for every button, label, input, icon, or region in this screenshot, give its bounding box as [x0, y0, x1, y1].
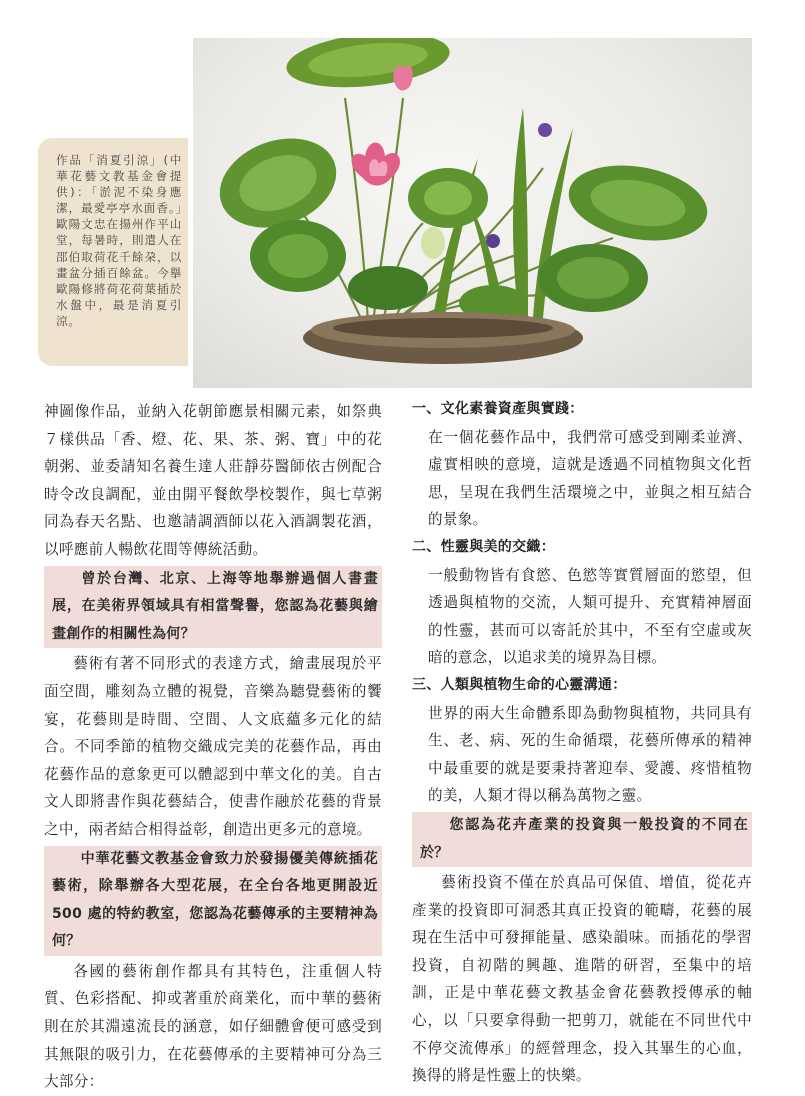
heading-2: 二、性靈與美的交織： — [412, 538, 555, 555]
heading-1: 一、文化素養資產與實踐： — [412, 401, 584, 417]
question-1-text: 曾於台灣、北京、上海等地舉辦過個人書畫展，在美術界領域具有相當聲譽，您認為花藝與繪畫創作的相關性為何？ — [52, 570, 378, 642]
heading-3-body: 世界的兩大生命體系即為動物與植物，共同具有生、老、病、死的生命循環，花藝所傳承的精神中最重要的就是要秉持著迎奉、愛護、疼惜植物的美，人類才得以稱為萬物之靈。 — [428, 704, 752, 805]
lotus-arrangement-illustration — [193, 38, 752, 388]
left-column — [44, 398, 382, 1096]
paragraph-4: 藝術投資不僅在於真品可保值、增值，從花卉產業的投資即可洞悉其真正投資的範疇，花藝的展現在生活中可發揮能量、感染韻味。而插花的學習投資，自初階的興趣、進階的研習，至集中的培訓，正是中華花藝文教基金會花藝教授傳承的軸心，以「只要拿得動一把剪刀，就能在不同世代中不停交流傳承」的經營理念，投入其畢生的心血，換得的將是性靈上的快樂。 — [412, 874, 752, 1085]
paragraph-3: 各國的藝術創作都具有其特色，注重個人特質、色彩搭配、抑或著重於商業化，而中華的藝術則在於其淵遠流長的涵意，如仔細體會便可感受到其無限的吸引力，在花藝傳承的主要精神可分為三大部分： — [44, 962, 382, 1091]
heading-2-body: 一般動物皆有食慾、色慾等實質層面的慾望，但透過與植物的交流，人類可提升、充實精神層面的性靈，甚而可以寄託於其中，不至有空虛或灰暗的意念，以追求美的境界為目標。 — [428, 566, 752, 667]
question-1 — [44, 566, 382, 649]
question-2 — [44, 846, 382, 956]
photo-caption: 作品「消夏引涼」(中華花藝文教基金會提供)：「淤泥不染身應潔，最愛亭亭水面香。」歐陽文忠在揚州作平山堂，每暑時，則遣人在邵伯取荷花千餘朶，以畫盆分插百餘盆。今擧歐陽修將荷花荷葉插於水盤中，最是消夏引涼。 — [56, 153, 182, 328]
lotus-arrangement-photo — [193, 38, 752, 388]
question-3 — [412, 812, 752, 867]
right-column — [412, 396, 752, 1090]
paragraph-2: 藝術有著不同形式的表達方式，繪畫展現於平面空間，雕刻為立體的視覺，音樂為聽覺藝術的饗宴，花藝則是時間、空間、人文底蘊多元化的結合。不同季節的植物交織成完美的花藝作品，再由花藝作品的意象更可以體認到中華文化的美。自古文人即將書作與花藝結合，使書作融於花藝的背景之中，兩者結合相得益彰，創造出更多元的意境。 — [44, 655, 382, 838]
heading-1-body: 在一個花藝作品中，我們常可感受到剛柔並濟、虛實相映的意境，這就是透過不同植物與文化哲思，呈現在我們生活環境之中，並與之相互結合的景象。 — [428, 428, 752, 529]
heading-3: 三、人類與植物生命的心靈溝通： — [412, 676, 627, 693]
paragraph-1: 神圖像作品，並納入花朝節應景相關元素，如祭典７樣供品「香、燈、花、果、茶、粥、寶」中的花朝粥、並委請知名養生達人莊靜芬醫師依古例配合時令改良調配，並由開平餐飲學校製作，與七草粥同為春天名點、也邀請調酒師以花入酒調製花酒，以呼應前人暢飲花間等傳統活動。 — [44, 403, 382, 558]
stone-base — [303, 312, 583, 364]
question-2-text: 中華花藝文教基金會致力於發揚優美傳統插花藝術，除舉辦各大型花展，在全台各地更開設近 500 處的特約教室，您認為花藝傳承的主要精神為何？ — [52, 850, 378, 950]
question-3-text: 您認為花卉產業的投資與一般投資的不同在於？ — [420, 816, 748, 861]
